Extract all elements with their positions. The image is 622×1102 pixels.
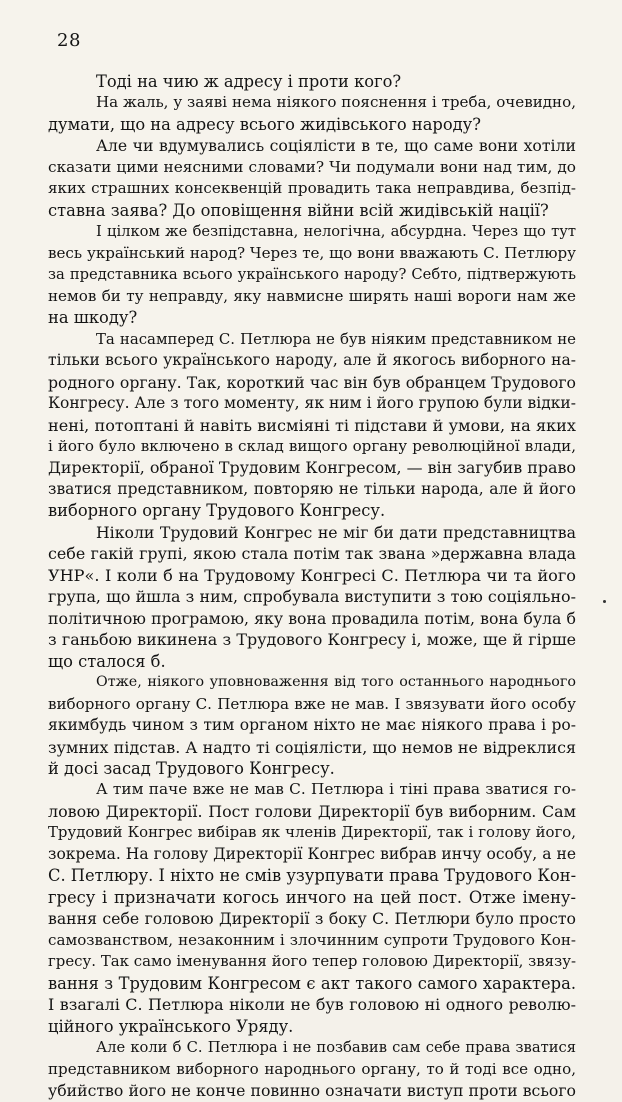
text-line: якимбудь чином з тим органом ніхто не має ніякого права і ро- [48,716,576,735]
text-line: Конгресу. Але з того моменту, як ним і його групою були відки- [48,394,576,413]
text-line: Але чи вдумувались соціялісти в те, що саме вони хотіли [96,136,576,156]
text-line: зокрема. На голову Директорії Конгрес вибрав инчу особу, а не [48,844,576,863]
text-line: і його було включено в склад вищого органу революційної влади, [48,436,576,455]
text-line: ційного українського Уряду. [48,1016,294,1036]
text-line: Ніколи Трудовий Конгрес не міг би дати представництва [96,522,576,542]
text-line: сказати цими неясними словами? Чи подумали вони над тим, до [48,157,576,176]
page-number: 28 [57,30,81,51]
text-line: група, що йшла з ним, спробувала виступити з тою соціяльно- [48,587,576,607]
text-line: й досі засад Трудового Конгресу. [48,759,335,778]
text-line: гресу. Так само іменування його тепер головою Директорії, звязу- [48,952,576,971]
text-line: Та насамперед С. Петлюра не був ніяким представником не [96,329,576,348]
text-line: С. Петлюру. І ніхто не смів узурпувати права Трудового Кон- [48,866,576,886]
text-line: Тоді на чию ж адресу і проти кого? [96,72,402,91]
text-line: ставна заява? До оповіщення війни всій жидівській нації? [48,200,549,220]
ink-speck [603,600,606,603]
text-line: себе гакій групі, якою стала потім так звана »державна влада [48,544,576,564]
text-line: гресу і призначати когось инчого на цей пост. Отже імену- [48,887,576,907]
text-line: На жаль, у заяві нема ніякого пояснення і треба, очевидно, [96,93,576,112]
text-line: виборного органу С. Петлюра вже не мав. І звязувати його особу [48,694,576,713]
text-line: представником виборного народнього органу, то й тоді все одно, [48,1059,576,1078]
text-line: Але коли б С. Петлюра і не позбавив сам себе права зватися [96,1039,576,1057]
text-line: І взагалі С. Петлюра ніколи не був головою ні одного револю- [48,995,576,1015]
text-line: що сталося б. [48,651,166,671]
text-line: УНР«. І коли б на Трудовому Конгресі С. Петлюра чи та його [48,565,576,585]
text-line: політичною програмою, яку вона провадила потім, вона була б [48,608,576,628]
text-line: за представника всього українського народу? Себто, підтвержують [48,266,576,284]
body-text [48,71,576,1102]
text-line: нені, потоптані й навіть висміяні ті підстави й умови, на яких [48,415,576,435]
text-line: вання себе головою Директорії з боку С. Петлюри було просто [48,909,576,929]
text-line: родного органу. Так, короткий час він був обранцем Трудового [48,372,576,392]
text-line: на шкоду? [48,308,138,328]
text-line: зватися представником, повторяю не тільки народа, але й його [48,479,576,498]
text-line: думати, що на адресу всього жидівського народу? [48,114,481,134]
text-line: немов би ту неправду, яку навмисне ширять наші вороги нам же [48,286,576,305]
text-line: І цілком же безпідставна, нелогічна, абсурдна. Через що тут [96,223,576,241]
text-line: самозванством, незаконним і злочинним супроти Трудового Кон- [48,930,576,949]
text-line: зумних підстав. А надто ті соціялісти, що немов не відреклися [48,737,576,757]
text-line: вання з Трудовим Конгресом є акт такого самого характера. [48,973,576,993]
text-line: А тим паче вже не мав С. Петлюра і тіні права зватися го- [96,780,576,799]
text-line: Отже, ніякого уповноваження від того останнього народнього [96,674,576,691]
text-line: убийство його не конче повинно означати виступ проти всього [48,1081,576,1101]
text-line: яких страшних консеквенцій провадить така неправдива, безпід- [48,179,576,198]
text-line: тільки всього українського народу, але й якогось виборного на- [48,351,576,370]
text-line: Директорії, обраної Трудовим Конгресом, — він загубив право [48,458,576,478]
text-line: Трудовий Конгрес вибірав як членів Директорії, так і голову його, [48,823,576,842]
text-line: виборного органу Трудового Конгресу. [48,501,386,521]
text-line: весь український народ? Через те, що вони вважають С. Петлюру [48,243,576,262]
text-line: з ганьбою викинена з Трудового Конгресу і, може, ще й гірше [48,630,576,650]
text-line: ловою Директорії. Пост голови Директорії був виборним. Сам [48,801,576,821]
